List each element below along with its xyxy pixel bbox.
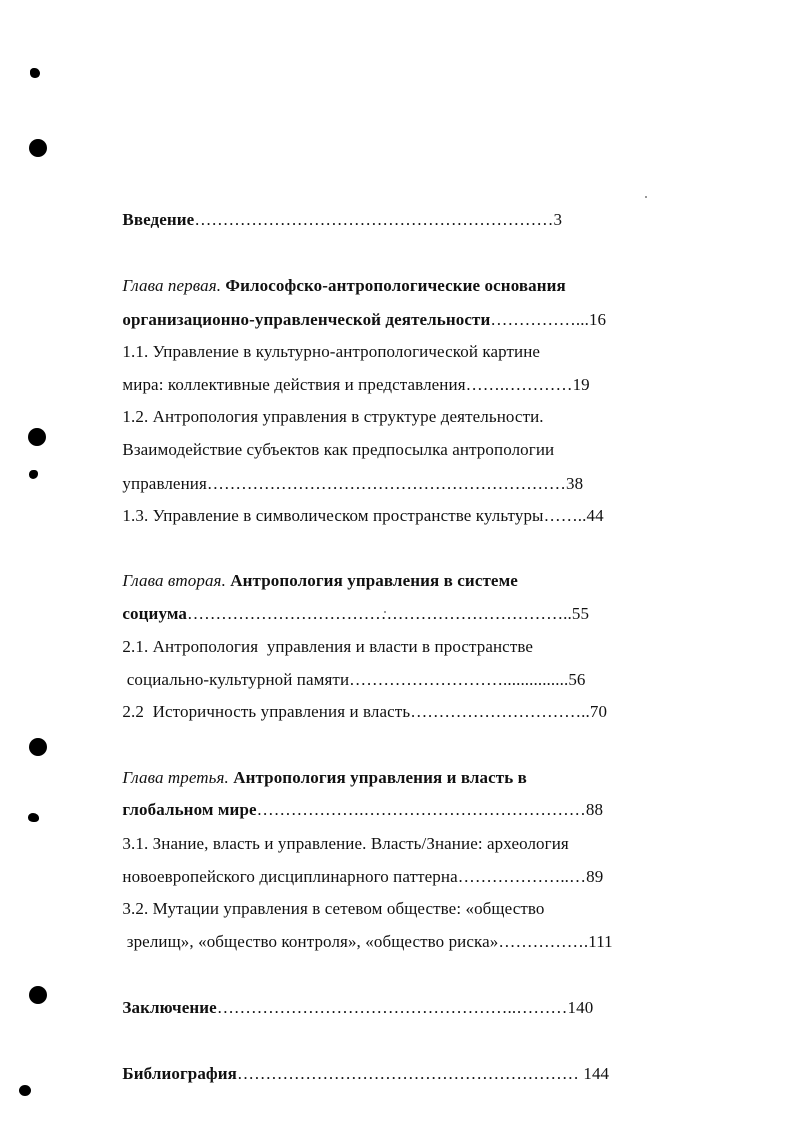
chapter-prefix: Глава первая. (122, 276, 222, 295)
section-title: 2.2 Историчность управления и власть (122, 702, 411, 721)
section-title: мира: коллективные действия и представления (122, 375, 466, 394)
toc-section-1-3[interactable] (105, 486, 604, 546)
toc-page-number: 19 (572, 375, 590, 394)
section-title: 1.3. Управление в символическом пространстве культуры (122, 506, 544, 525)
toc-section-2-2[interactable] (105, 682, 607, 742)
scan-speck (645, 196, 647, 198)
chapter-title: Антропология управления и власть в (228, 768, 527, 787)
binder-hole (29, 986, 47, 1004)
toc-page-number: 144 (583, 1064, 610, 1083)
scan-speck (19, 1085, 31, 1096)
chapter-prefix: Глава третья. (122, 768, 229, 787)
toc-entry-title: Введение (122, 210, 195, 229)
section-title: управления (122, 474, 207, 493)
section-title: 1.1. Управление в культурно-антропологической картине (122, 342, 541, 361)
toc-page-number: 89 (586, 867, 604, 886)
toc-page-number: 88 (585, 800, 604, 819)
toc-entry-title: Заключение (122, 998, 217, 1017)
toc-page-number: 56 (568, 670, 586, 689)
toc-page-number: 70 (589, 702, 608, 721)
chapter-prefix: Глава вторая. (122, 571, 226, 590)
toc-leader: ………………..… (457, 867, 587, 886)
section-title: 3.1. Знание, власть и управление. Власть/Знание: археология (122, 834, 569, 853)
section-title: 1.2. Антропология управления в структуре деятельности. (122, 407, 544, 426)
section-title: 3.2. Мутации управления в сетевом обществе: «общество (122, 899, 545, 918)
toc-leader: ……………………………………………………… (194, 210, 554, 229)
toc-page-number: 38 (566, 474, 584, 493)
toc-leader: ………………………….. (410, 702, 590, 721)
toc-leader: ………………………............... (349, 670, 569, 689)
chapter-title: Философско-антропологические основания (221, 276, 566, 295)
toc-leader: ……………. (498, 932, 589, 951)
section-title: 2.1. Антропология управления и власти в пространстве (122, 637, 534, 656)
toc-entry-bibliography[interactable] (105, 1044, 609, 1104)
toc-leader: ……………... (490, 310, 589, 329)
scan-speck (29, 470, 38, 479)
binder-hole (29, 738, 47, 756)
chapter-title: организационно-управленческой деятельности (122, 310, 491, 329)
section-title: зрелищ», «общество контроля», «общество риска» (122, 932, 499, 951)
chapter-title: Антропология управления в системе (225, 571, 518, 590)
toc-entry-conclusion[interactable] (105, 978, 593, 1038)
scan-speck (28, 813, 39, 822)
toc-page-number: 55 (571, 604, 590, 623)
toc-page-number: 44 (586, 506, 604, 525)
toc-page-number: 140 (567, 998, 594, 1017)
section-title: социально-культурной памяти (122, 670, 350, 689)
section-title: Взаимодействие субъектов как предпосылка антропологии (122, 440, 555, 459)
toc-leader: ………………………………………………………….. (186, 604, 572, 623)
chapter-title: глобальном мире (122, 800, 257, 819)
toc-entry-intro[interactable] (105, 190, 562, 250)
chapter-title: социума (122, 604, 187, 623)
toc-entry-title: Библиография (122, 1064, 237, 1083)
toc-leader: ……………………………………………………… (206, 474, 567, 493)
section-title: новоевропейского дисциплинарного паттерна (122, 867, 458, 886)
toc-leader: …….. (543, 506, 587, 525)
toc-leader: …….………… (465, 375, 573, 394)
toc-leader: ……………….………………………………… (256, 800, 586, 819)
toc-leader: ……………………………………………..……… (216, 998, 568, 1017)
binder-hole (28, 428, 46, 446)
toc-section-3-2-cont[interactable] (105, 912, 613, 972)
toc-page-number: 111 (588, 932, 613, 951)
scan-speck (30, 68, 40, 78)
toc-page-number: 16 (588, 310, 607, 329)
toc-page-number: 3 (553, 210, 563, 229)
binder-hole (29, 139, 47, 157)
toc-leader: …………………………………………………… (236, 1064, 584, 1083)
